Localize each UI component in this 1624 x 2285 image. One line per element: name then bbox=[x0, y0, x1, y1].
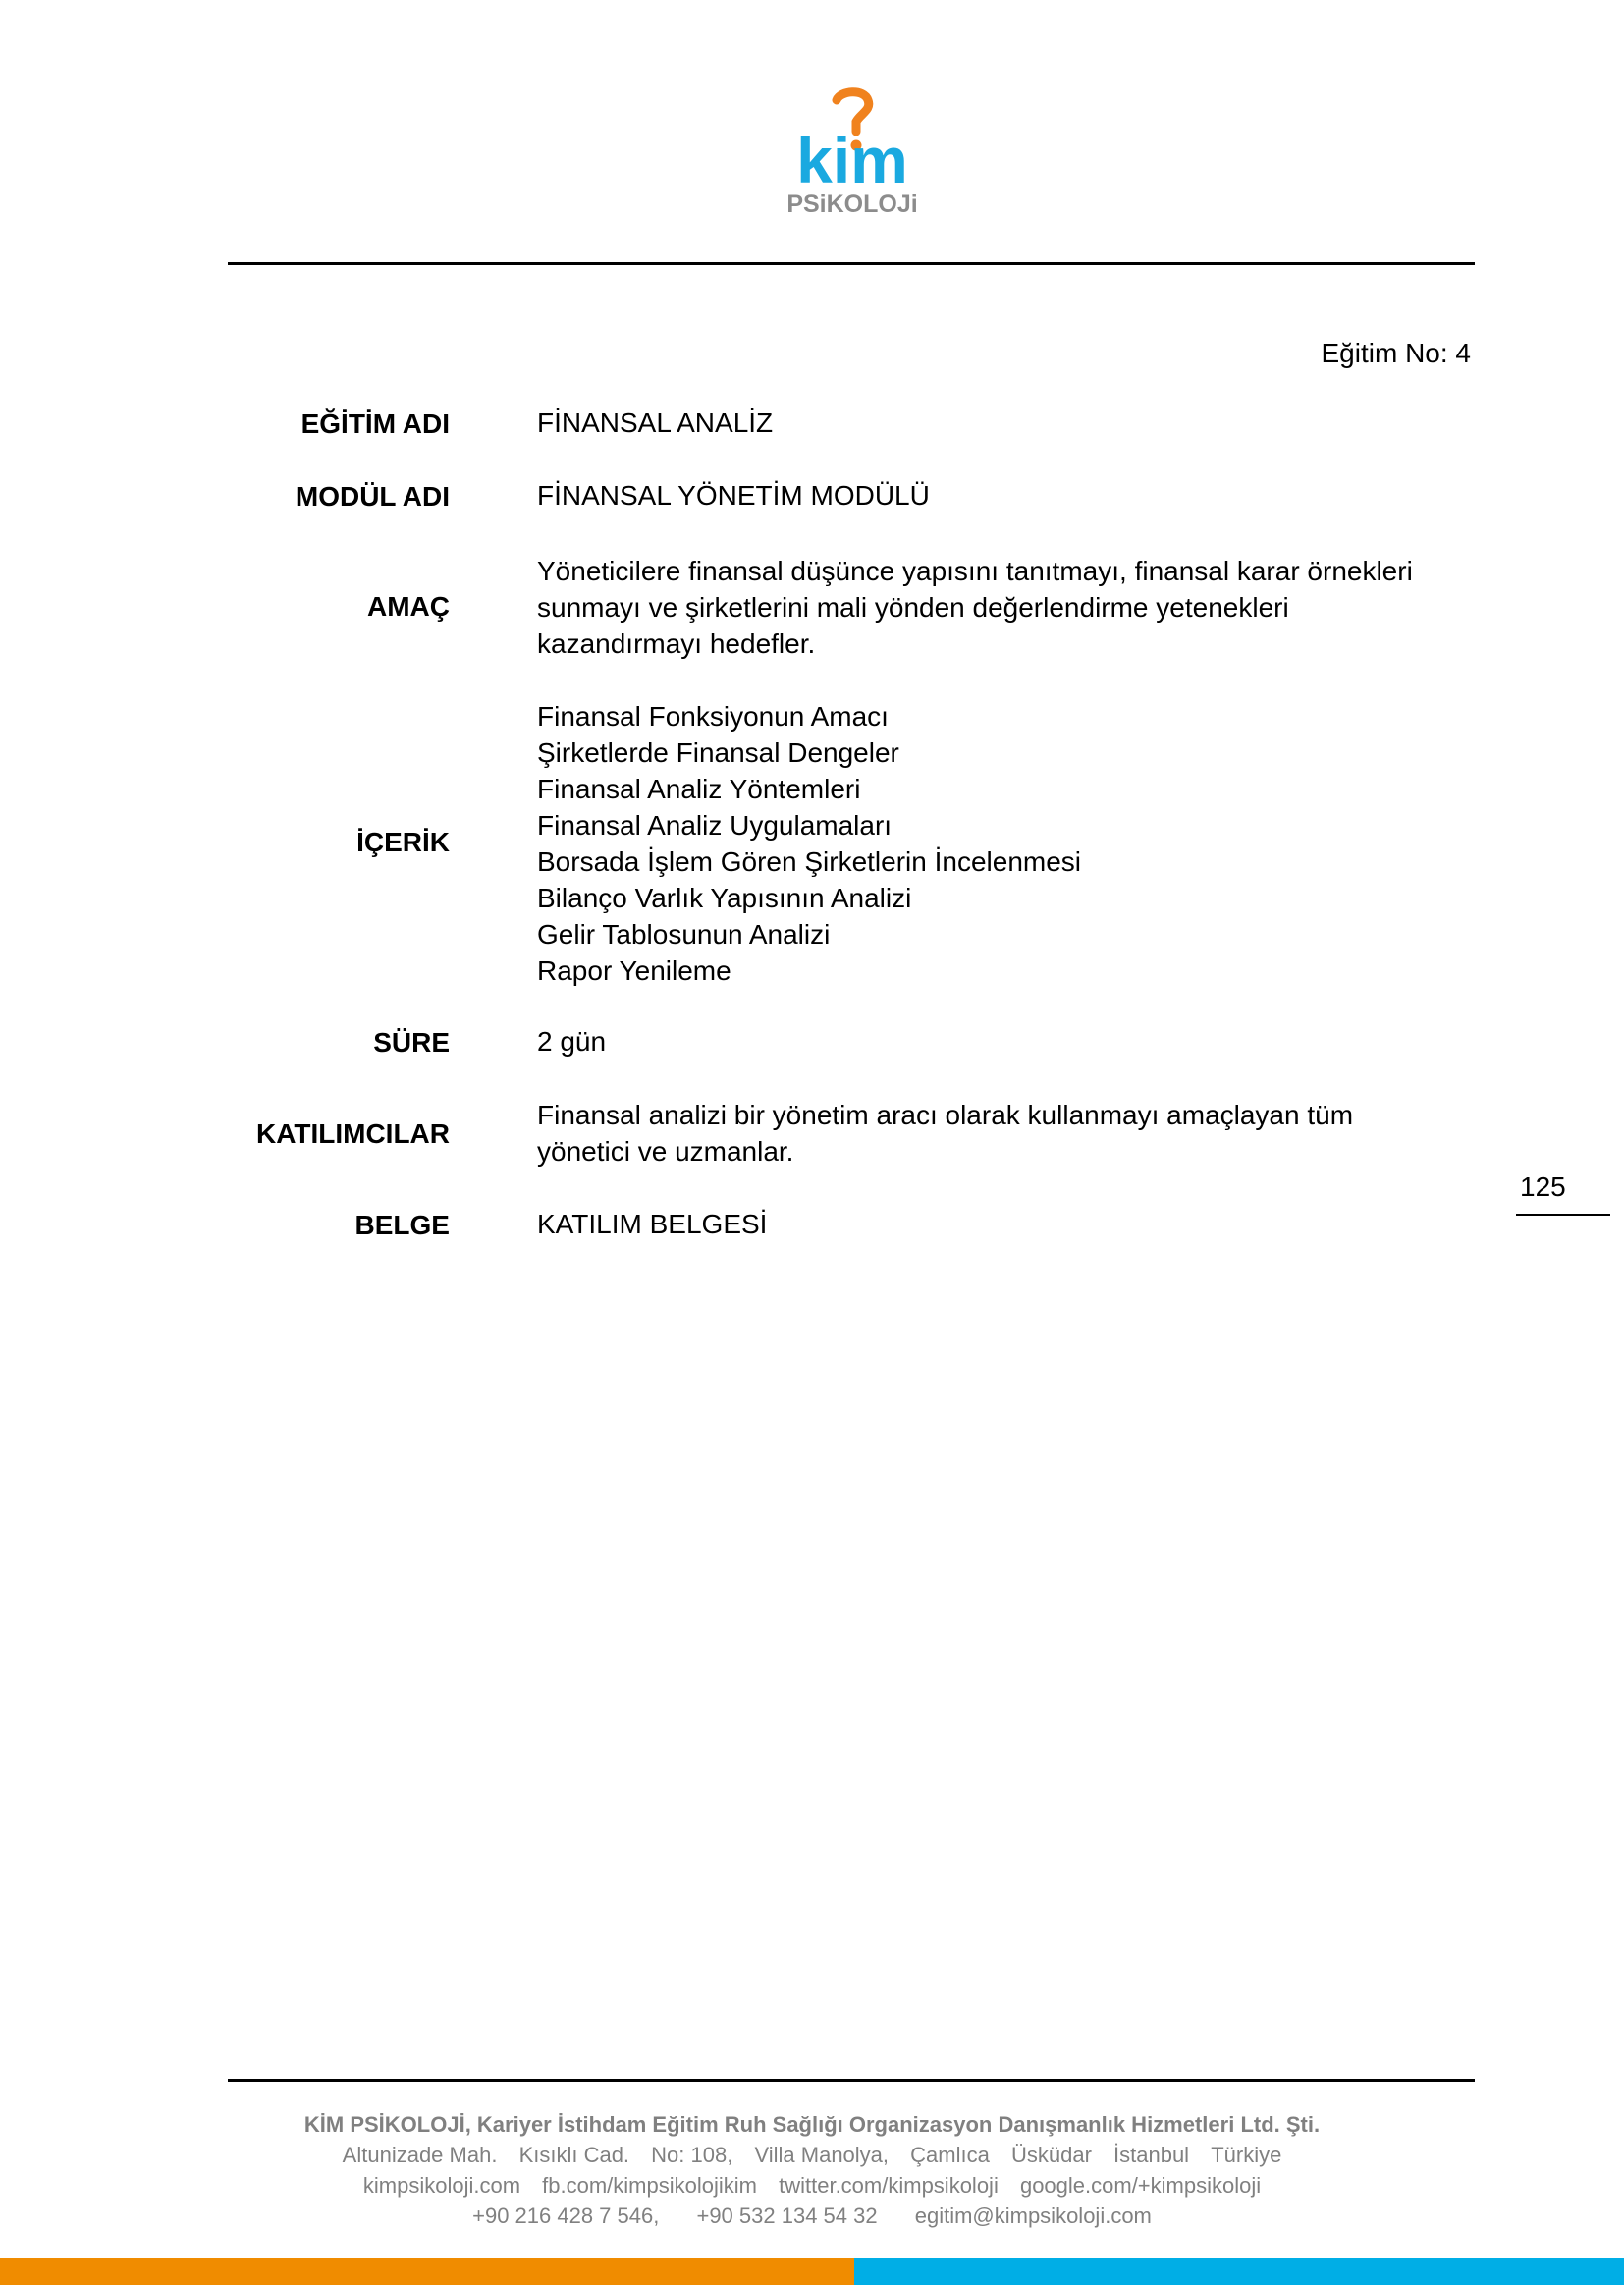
page-number: 125 bbox=[1520, 1171, 1566, 1202]
content-item: Finansal Fonksiyonun Amacı bbox=[537, 701, 889, 732]
footer-address-part: Villa Manolya, bbox=[754, 2143, 890, 2167]
content-item: Rapor Yenileme bbox=[537, 955, 731, 986]
content-item: Bilanço Varlık Yapısının Analizi bbox=[537, 883, 912, 913]
participants-value bbox=[537, 1097, 1353, 1170]
participants-line: Finansal analizi bir yönetim aracı olarak kullanmayı amaçlayan tüm bbox=[537, 1100, 1354, 1130]
footer-address-part: Altunizade Mah. bbox=[342, 2143, 498, 2167]
footer-twitter-link[interactable]: twitter.com/kimpsikoloji bbox=[779, 2173, 999, 2198]
footer bbox=[0, 2109, 1624, 2231]
footer-address-part: Üsküdar bbox=[1010, 2143, 1092, 2167]
content-item: Şirketlerde Finansal Dengeler bbox=[537, 737, 899, 768]
participants-label: KATILIMCILAR bbox=[256, 1118, 450, 1149]
certificate-label: BELGE bbox=[354, 1210, 450, 1240]
module-name-value: FİNANSAL YÖNETİM MODÜLÜ bbox=[537, 480, 930, 511]
footer-address-part: No: 108, bbox=[651, 2143, 733, 2167]
footer-email-link[interactable]: egitim@kimpsikoloji.com bbox=[914, 2203, 1152, 2228]
content-label: İÇERİK bbox=[356, 827, 450, 857]
duration-label: SÜRE bbox=[373, 1027, 450, 1058]
purpose-value bbox=[537, 553, 1413, 662]
training-name-label: EĞİTİM ADI bbox=[300, 408, 450, 439]
footer-facebook-link[interactable]: fb.com/kimpsikolojikim bbox=[542, 2173, 757, 2198]
module-name-label: MODÜL ADI bbox=[295, 481, 450, 512]
footer-phone: +90 216 428 7 546, bbox=[472, 2203, 660, 2228]
content-item: Gelir Tablosunun Analizi bbox=[537, 919, 831, 950]
logo-wordmark: kim bbox=[796, 124, 908, 196]
content-item: Finansal Analiz Uygulamaları bbox=[537, 810, 893, 841]
color-bar-blue bbox=[854, 2258, 1624, 2285]
duration-value: 2 gün bbox=[537, 1026, 607, 1057]
content-list bbox=[537, 698, 1081, 989]
footer-divider bbox=[228, 2079, 1475, 2082]
header-divider bbox=[228, 262, 1475, 265]
footer-address-part: Türkiye bbox=[1211, 2143, 1282, 2167]
color-bar-orange bbox=[0, 2258, 854, 2285]
kim-psikoloji-logo bbox=[766, 86, 943, 224]
footer-google-link[interactable]: google.com/+kimpsikoloji bbox=[1019, 2173, 1262, 2198]
logo-subtitle: PSiKOLOJi bbox=[786, 190, 918, 218]
content-item: Borsada İşlem Gören Şirketlerin İncelenmesi bbox=[537, 846, 1082, 877]
footer-company-name: KİM PSİKOLOJİ bbox=[303, 2112, 465, 2137]
footer-company-line bbox=[0, 2109, 1624, 2140]
footer-contact-line bbox=[0, 2201, 1624, 2231]
footer-company-description: , Kariyer İstihdam Eğitim Ruh Sağlığı Organizasyon Danışmanlık Hizmetleri Ltd. Şti. bbox=[464, 2112, 1321, 2137]
purpose-label: AMAÇ bbox=[367, 591, 450, 622]
purpose-line: Yöneticilere finansal düşünce yapısını tanıtmayı, finansal karar örnekleri bbox=[537, 556, 1413, 586]
footer-address-part: Çamlıca bbox=[910, 2143, 990, 2167]
content-item: Finansal Analiz Yöntemleri bbox=[537, 774, 861, 804]
training-number: Eğitim No: 4 bbox=[1321, 338, 1471, 368]
footer-mobile: +90 532 134 54 32 bbox=[696, 2203, 878, 2228]
footer-address-part: İstanbul bbox=[1113, 2143, 1190, 2167]
purpose-line: kazandırmayı hedefler. bbox=[537, 628, 816, 659]
page-number-underline bbox=[1516, 1214, 1610, 1216]
footer-address-part: Kısıklı Cad. bbox=[518, 2143, 630, 2167]
footer-web-line bbox=[0, 2170, 1624, 2201]
certificate-value: KATILIM BELGESİ bbox=[537, 1209, 768, 1239]
training-name-value: FİNANSAL ANALİZ bbox=[537, 408, 774, 438]
participants-line: yönetici ve uzmanlar. bbox=[537, 1136, 794, 1167]
footer-address-line bbox=[0, 2140, 1624, 2170]
purpose-line: sunmayı ve şirketlerini mali yönden değerlendirme yetenekleri bbox=[537, 592, 1289, 623]
footer-color-bar bbox=[0, 2258, 1624, 2285]
footer-website-link[interactable]: kimpsikoloji.com bbox=[362, 2173, 521, 2198]
